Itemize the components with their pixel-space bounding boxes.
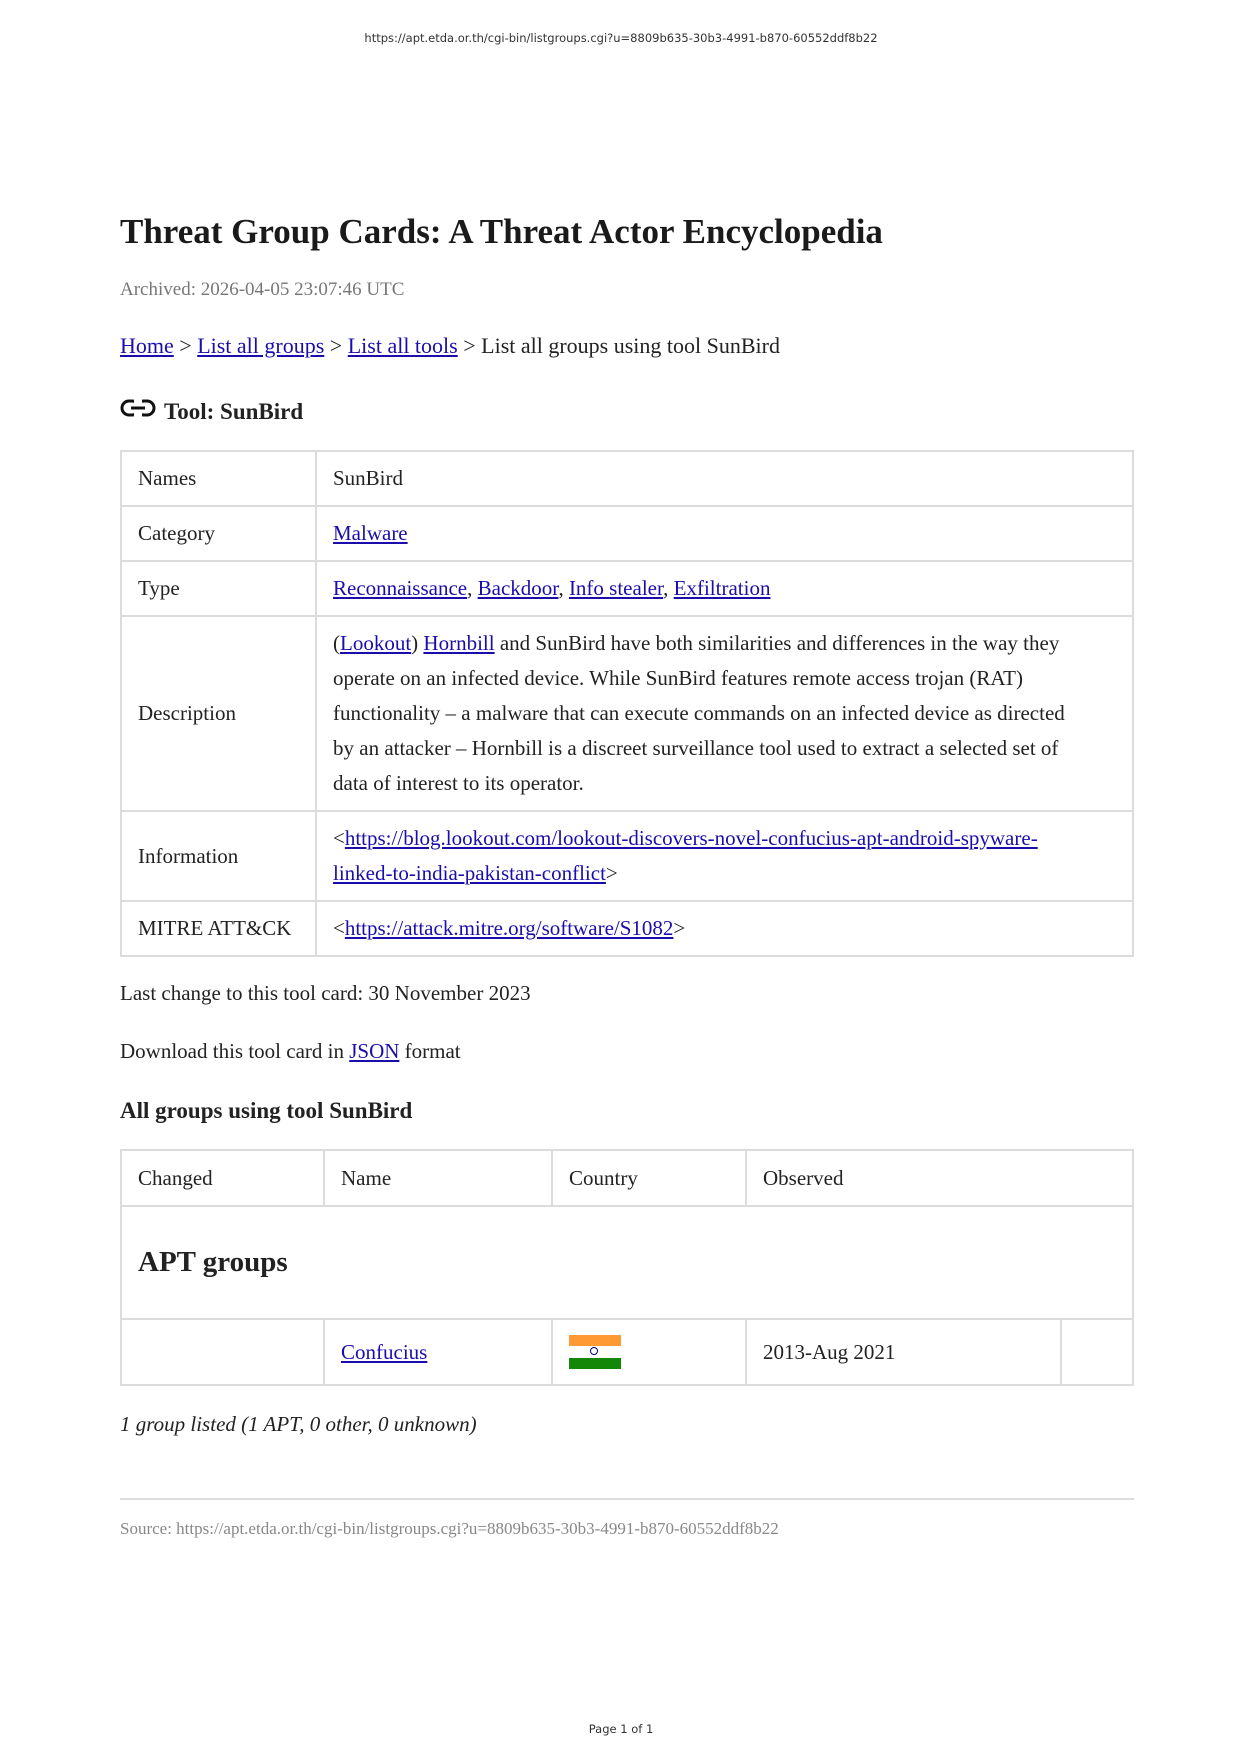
- description-line: functionality – a malware that can execute commands on an infected device as directed: [333, 701, 1065, 725]
- column-header-country: Country: [552, 1150, 746, 1206]
- information-line: [333, 856, 1116, 891]
- cell-name: [324, 1319, 552, 1385]
- table-row: [121, 451, 1133, 506]
- section-label-apt-groups: APT groups: [121, 1206, 1133, 1319]
- link-icon: [120, 398, 156, 420]
- tool-heading-text: Tool: SunBird: [164, 399, 304, 424]
- column-header-changed: Changed: [121, 1150, 324, 1206]
- column-header-observed: Observed: [746, 1150, 1133, 1206]
- download-prefix: Download this tool card in: [120, 1039, 344, 1063]
- type-value: [316, 561, 1133, 616]
- breadcrumb-separator: >: [179, 333, 192, 358]
- information-link-continued[interactable]: linked-to-india-pakistan-conflict: [333, 861, 606, 885]
- type-separator: ,: [663, 576, 669, 600]
- footer-divider: [120, 1498, 1134, 1500]
- mitre-value: [316, 901, 1133, 956]
- cell-observed: 2013-Aug 2021: [746, 1319, 1061, 1385]
- breadcrumb-list-groups-link[interactable]: List all groups: [197, 333, 325, 358]
- india-flag-icon: [569, 1335, 621, 1370]
- print-header-url: https://apt.etda.or.th/cgi-bin/listgroups.cgi?u=8809b635-30b3-4991-b870-60552ddf8b22: [364, 31, 878, 45]
- group-link-confucius[interactable]: Confucius: [341, 1339, 428, 1364]
- main-content: [120, 210, 1134, 1540]
- information-label: Information: [121, 811, 316, 901]
- type-label: Type: [121, 561, 316, 616]
- cell-country: [552, 1319, 746, 1385]
- cell-changed: [121, 1319, 324, 1385]
- description-text: and SunBird have both similarities and differences in the way they: [499, 631, 1060, 655]
- breadcrumb-list-tools-link[interactable]: List all tools: [347, 333, 458, 358]
- cell-empty: [1061, 1319, 1133, 1385]
- last-change-text: Last change to this tool card: 30 November 2023: [120, 981, 531, 1005]
- type-link[interactable]: Backdoor: [477, 576, 559, 600]
- table-row: [121, 811, 1133, 901]
- description-line: by an attacker – Hornbill is a discreet surveillance tool used to extract a selected set of: [333, 736, 1059, 760]
- table-header-row: [121, 1150, 1133, 1206]
- paren: ): [411, 631, 419, 655]
- category-malware-link[interactable]: Malware: [333, 521, 408, 545]
- hornbill-link[interactable]: Hornbill: [423, 631, 495, 655]
- page-number: Page 1 of 1: [588, 1722, 654, 1736]
- names-value: SunBird: [316, 451, 1133, 506]
- groups-table: [120, 1149, 1134, 1386]
- breadcrumb-home-link[interactable]: Home: [120, 333, 174, 358]
- names-label: Names: [121, 451, 316, 506]
- category-value: [316, 506, 1133, 561]
- paren: (: [333, 631, 340, 655]
- type-link[interactable]: Info stealer: [568, 576, 664, 600]
- breadcrumb-separator: >: [329, 333, 343, 358]
- table-row: [121, 901, 1133, 956]
- description-line: operate on an infected device. While SunBird features remote access trojan (RAT): [333, 666, 1024, 690]
- breadcrumb-current: List all groups using tool SunBird: [481, 333, 780, 358]
- angle-bracket: >: [605, 861, 618, 885]
- download-suffix: format: [404, 1039, 461, 1063]
- column-header-name: Name: [324, 1150, 552, 1206]
- angle-bracket: <: [333, 826, 345, 850]
- mitre-link[interactable]: https://attack.mitre.org/software/S1082: [344, 916, 674, 940]
- table-row: [121, 561, 1133, 616]
- summary-text: 1 group listed (1 APT, 0 other, 0 unknown): [120, 1412, 477, 1436]
- type-link[interactable]: Exfiltration: [673, 576, 771, 600]
- angle-bracket: <: [333, 916, 345, 940]
- description-value: [316, 616, 1133, 811]
- description-line: [333, 626, 1116, 661]
- source-url: Source: https://apt.etda.or.th/cgi-bin/listgroups.cgi?u=8809b635-30b3-4991-b870-60552ddf8b22: [120, 1519, 779, 1538]
- angle-bracket: >: [673, 916, 686, 940]
- section-row: [121, 1206, 1133, 1319]
- archived-timestamp: Archived: 2026-04-05 23:07:46 UTC: [120, 279, 405, 300]
- breadcrumb: [120, 332, 1134, 360]
- description-label: Description: [121, 616, 316, 811]
- table-row: [121, 616, 1133, 811]
- information-line: [333, 821, 1116, 856]
- breadcrumb-separator: >: [463, 333, 476, 358]
- type-link[interactable]: Reconnaissance: [333, 576, 468, 600]
- information-link[interactable]: https://blog.lookout.com/lookout-discovers-novel-confucius-apt-android-spyware-: [344, 826, 1038, 850]
- category-label: Category: [121, 506, 316, 561]
- json-download-link[interactable]: JSON: [349, 1039, 400, 1063]
- download-text: [120, 1037, 1134, 1065]
- groups-heading: All groups using tool SunBird: [120, 1098, 413, 1123]
- type-separator: ,: [467, 576, 473, 600]
- mitre-label: MITRE ATT&CK: [121, 901, 316, 956]
- lookout-link[interactable]: Lookout: [340, 631, 412, 655]
- information-value: [316, 811, 1133, 901]
- type-separator: ,: [558, 576, 564, 600]
- tool-heading: [120, 398, 1134, 426]
- page-title: Threat Group Cards: A Threat Actor Encyclopedia: [120, 212, 883, 251]
- tool-info-table: [120, 450, 1134, 957]
- description-line: data of interest to its operator.: [333, 771, 584, 795]
- table-row: [121, 506, 1133, 561]
- table-row: [121, 1319, 1133, 1385]
